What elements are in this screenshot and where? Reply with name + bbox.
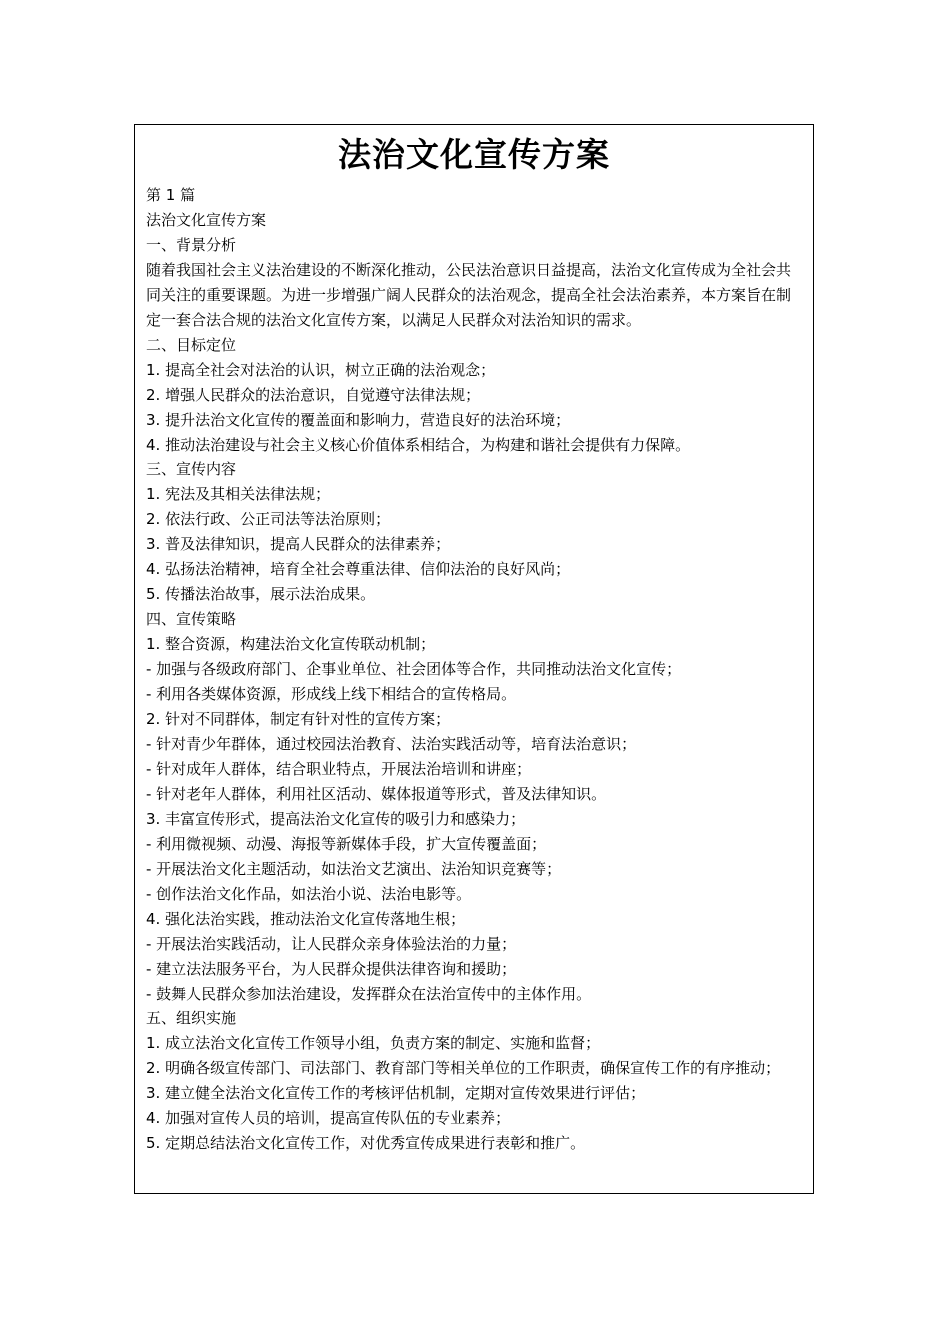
sub-list-item: - 针对青少年群体，通过校园法治教育、法治实践活动等，培育法治意识； (146, 734, 637, 753)
list-item: 1. 提高全社会对法治的认识，树立正确的法治观念； (146, 360, 496, 379)
list-item: 2. 依法行政、公正司法等法治原则； (146, 510, 391, 529)
list-item: 4. 加强对宣传人员的培训，提高宣传队伍的专业素养； (146, 1109, 511, 1128)
sub-list-item: - 针对老年人群体，利用社区活动、媒体报道等形式，普及法律知识。 (146, 784, 607, 803)
list-item: 2. 针对不同群体，制定有针对性的宣传方案； (146, 710, 451, 729)
sub-list-item: - 加强与各级政府部门、企事业单位、社会团体等合作，共同推动法治文化宣传； (146, 660, 682, 679)
sub-list-item: - 针对成年人群体，结合职业特点，开展法治培训和讲座； (146, 759, 532, 778)
sub-list-item: - 创作法治文化作品，如法治小说、法治电影等。 (146, 884, 472, 903)
sub-list-item: - 利用微视频、动漫、海报等新媒体手段，扩大宣传覆盖面； (146, 834, 547, 853)
document-frame (134, 124, 814, 1194)
list-item: 5. 传播法治故事，展示法治成果。 (146, 585, 376, 604)
list-item: 5. 定期总结法治文化宣传工作，对优秀宣传成果进行表彰和推广。 (146, 1134, 586, 1153)
section-heading-content: 三、宣传内容 (146, 460, 237, 479)
list-item: 4. 强化法治实践，推动法治文化宣传落地生根； (146, 909, 466, 928)
list-item: 3. 建立健全法治文化宣传工作的考核评估机制，定期对宣传效果进行评估； (146, 1084, 646, 1103)
section-heading-background: 一、背景分析 (146, 235, 237, 254)
document-body (135, 183, 813, 1156)
section-heading-strategy: 四、宣传策略 (146, 610, 237, 629)
section-heading-goals: 二、目标定位 (146, 335, 237, 354)
list-item: 1. 整合资源，构建法治文化宣传联动机制； (146, 635, 436, 654)
sub-list-item: - 开展法治实践活动，让人民群众亲身体验法治的力量； (146, 934, 517, 953)
chapter-title: 法治文化宣传方案 (146, 210, 267, 229)
chapter-label: 第 1 篇 (146, 186, 196, 204)
list-item: 4. 弘扬法治精神，培育全社会尊重法律、信仰法治的良好风尚； (146, 560, 571, 579)
list-item: 2. 明确各级宣传部门、司法部门、教育部门等相关单位的工作职责，确保宣传工作的有序推动； (146, 1059, 781, 1078)
sub-list-item: - 鼓舞人民群众参加法治建设，发挥群众在法治宣传中的主体作用。 (146, 984, 592, 1003)
list-item: 3. 提升法治文化宣传的覆盖面和影响力，营造良好的法治环境； (146, 410, 571, 429)
list-item: 1. 宪法及其相关法律法规； (146, 485, 331, 504)
list-item: 1. 成立法治文化宣传工作领导小组，负责方案的制定、实施和监督； (146, 1034, 601, 1053)
document-title: 法治文化宣传方案 (338, 135, 610, 174)
list-item: 3. 普及法律知识，提高人民群众的法律素养； (146, 535, 451, 554)
list-item: 4. 推动法治建设与社会主义核心价值体系相结合，为构建和谐社会提供有力保障。 (146, 435, 691, 454)
sub-list-item: - 开展法治文化主题活动，如法治文艺演出、法治知识竞赛等； (146, 859, 562, 878)
list-item: 3. 丰富宣传形式，提高法治文化宣传的吸引力和感染力； (146, 809, 526, 828)
list-item: 2. 增强人民群众的法治意识，自觉遵守法律法规； (146, 385, 481, 404)
sub-list-item: - 利用各类媒体资源，形成线上线下相结合的宣传格局。 (146, 685, 517, 704)
sub-list-item: - 建立法法服务平台，为人民群众提供法律咨询和援助； (146, 959, 517, 978)
background-paragraph: 随着我国社会主义法治建设的不断深化推动，公民法治意识日益提高，法治文化宣传成为全社会共同关注的重要课题。为进一步增强广阔人民群众的法治观念，提高全社会法治素养，本方案旨在制定一套合法合规的法治文化宣传方案，以满足人民群众对法治知识的需求。 (146, 260, 792, 329)
section-heading-implementation: 五、组织实施 (146, 1009, 237, 1028)
